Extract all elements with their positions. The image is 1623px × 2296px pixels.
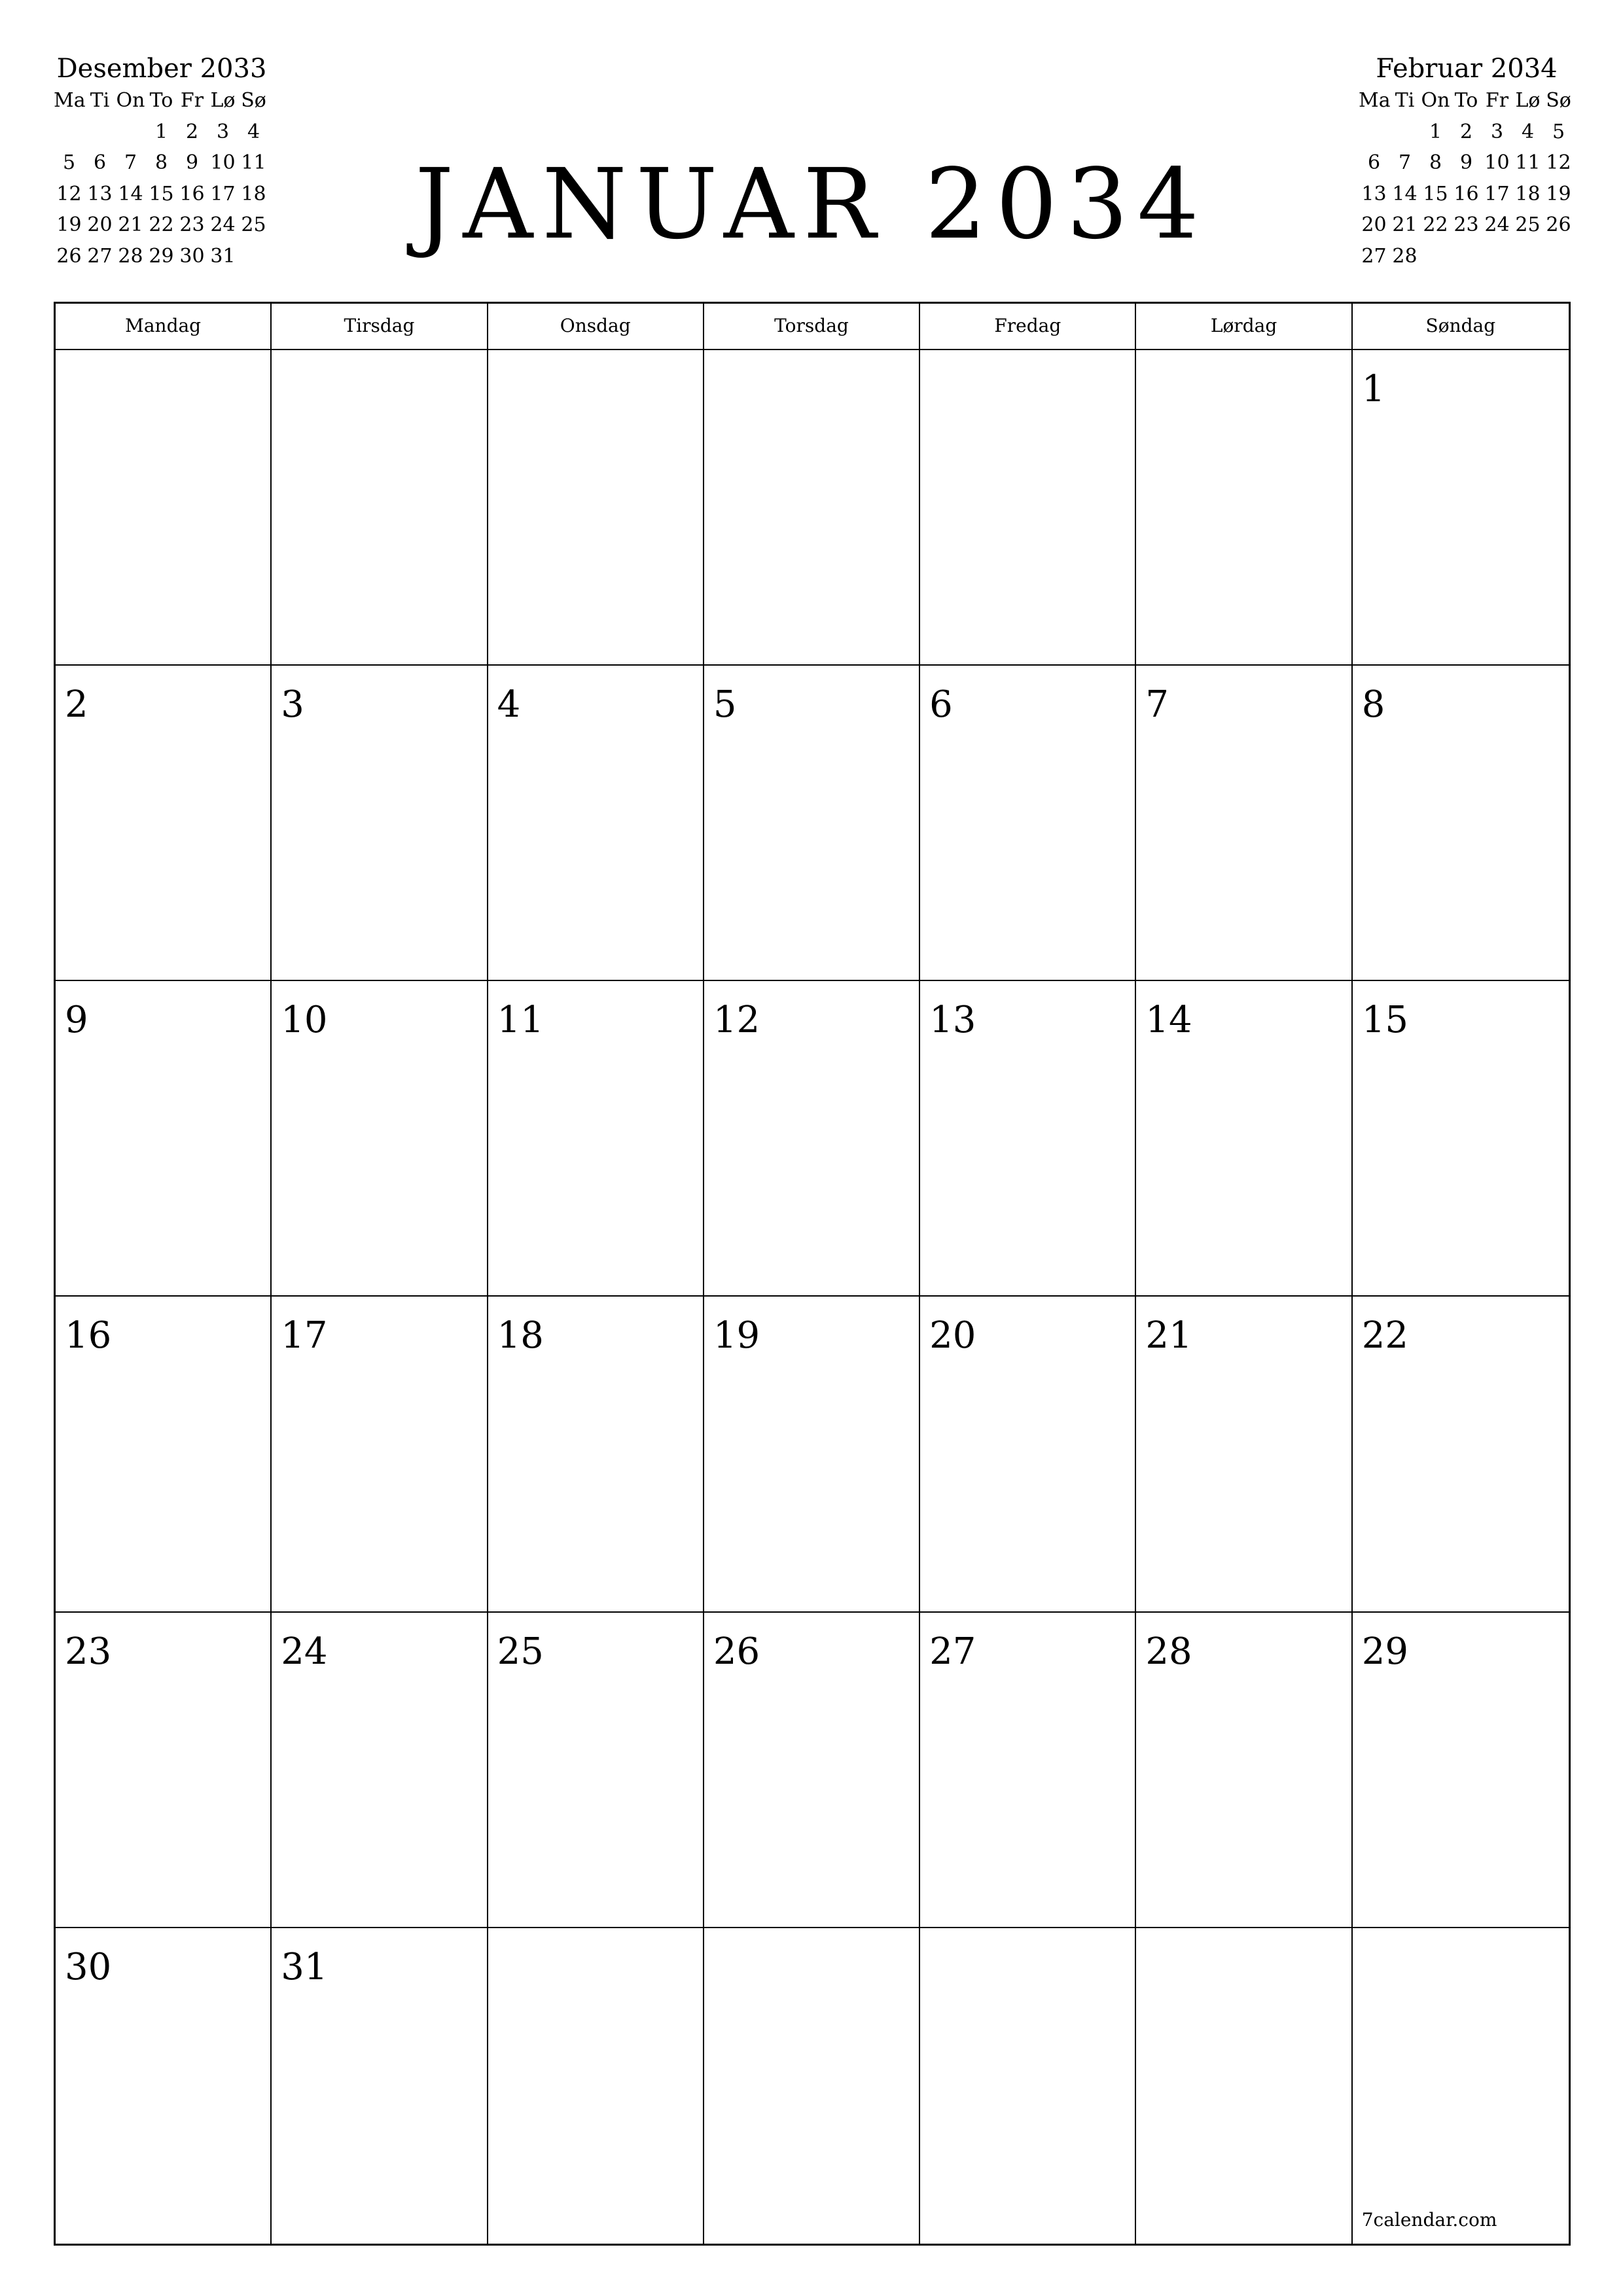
mini-day-number: 21 (118, 213, 143, 236)
mini-calendar-title: Februar 2034 (1376, 54, 1558, 84)
mini-day-number: 8 (1429, 151, 1442, 174)
mini-day-number: 28 (1392, 244, 1418, 268)
mini-day-number: 14 (1392, 182, 1418, 206)
day-number: 7 (1145, 683, 1169, 726)
day-number: 16 (65, 1314, 112, 1357)
mini-day-number: 17 (1484, 182, 1510, 206)
mini-day-number: 5 (1552, 120, 1565, 143)
mini-day-number: 6 (1367, 151, 1381, 174)
day-number: 25 (497, 1630, 544, 1673)
weekday-header: Onsdag (488, 304, 704, 349)
mini-day-number: 11 (241, 151, 266, 174)
mini-day-number (1389, 117, 1420, 148)
mini-day-number: 28 (118, 244, 143, 268)
day-cell (704, 1613, 920, 1928)
mini-day-number: 25 (1515, 213, 1541, 236)
day-number: 4 (497, 683, 521, 726)
day-cell (272, 981, 488, 1297)
day-cell (488, 350, 704, 666)
day-cell (920, 981, 1136, 1297)
day-number: 8 (1361, 683, 1385, 726)
mini-day-number (1420, 241, 1451, 272)
day-cell (1136, 1613, 1352, 1928)
mini-day-number: 5 (62, 151, 76, 174)
mini-day-number: 26 (1546, 213, 1571, 236)
day-cell (488, 1613, 704, 1928)
day-number: 27 (929, 1630, 976, 1673)
weekday-header: Tirsdag (272, 304, 488, 349)
mini-day-number: 4 (1521, 120, 1535, 143)
mini-calendar-next-month (1359, 52, 1575, 272)
day-cell (1136, 1928, 1352, 2244)
mini-day-header: Fr (1485, 89, 1509, 112)
weekday-header: Torsdag (704, 304, 920, 349)
mini-day-number: 27 (1361, 244, 1387, 268)
weekday-header-row (56, 304, 1569, 350)
mini-day-header: On (116, 89, 145, 112)
day-cell (488, 1928, 704, 2244)
mini-day-number (54, 117, 84, 148)
day-cell (1353, 981, 1569, 1297)
day-number: 17 (281, 1314, 328, 1357)
mini-day-number: 15 (149, 182, 174, 206)
day-number: 6 (929, 683, 953, 726)
mini-day-number: 9 (1459, 151, 1473, 174)
day-number: 28 (1145, 1630, 1192, 1673)
weekday-header: Lørdag (1136, 304, 1352, 349)
day-cell (1136, 1297, 1352, 1612)
day-cell (56, 1613, 272, 1928)
mini-day-number: 7 (1398, 151, 1412, 174)
day-number: 10 (281, 999, 328, 1042)
weekday-header: Fredag (920, 304, 1136, 349)
mini-day-number: 21 (1392, 213, 1418, 236)
day-cell (272, 1928, 488, 2244)
mini-day-number: 1 (1429, 120, 1442, 143)
mini-day-number (84, 117, 115, 148)
day-number: 31 (281, 1945, 328, 1988)
day-cell (920, 666, 1136, 981)
mini-day-number (1359, 117, 1389, 148)
mini-day-number: 19 (1546, 182, 1571, 206)
mini-day-number: 12 (1546, 151, 1571, 174)
day-cell (56, 666, 272, 981)
day-cell (56, 1297, 272, 1612)
day-cell (920, 350, 1136, 666)
day-cell (488, 1297, 704, 1612)
mini-day-header: Ti (90, 89, 110, 112)
day-number: 15 (1361, 999, 1408, 1042)
day-cell (56, 981, 272, 1297)
mini-day-number: 29 (149, 244, 174, 268)
mini-day-number: 31 (210, 244, 236, 268)
day-cell (1353, 350, 1569, 666)
mini-day-number: 4 (247, 120, 260, 143)
day-number: 23 (65, 1630, 112, 1673)
day-cell (1136, 350, 1352, 666)
day-cell (1353, 666, 1569, 981)
mini-day-number: 26 (56, 244, 82, 268)
mini-day-number: 20 (87, 213, 113, 236)
mini-day-number: 18 (1515, 182, 1541, 206)
mini-day-number: 9 (185, 151, 199, 174)
mini-day-header: Lø (1515, 89, 1541, 112)
day-number: 1 (1361, 368, 1385, 410)
day-cell (704, 350, 920, 666)
mini-day-number: 2 (1459, 120, 1473, 143)
weekday-header: Mandag (56, 304, 272, 349)
mini-day-header: Ma (1359, 89, 1391, 112)
day-cells (56, 350, 1569, 2244)
day-cell (920, 1297, 1136, 1612)
mini-day-number: 14 (118, 182, 143, 206)
mini-day-number: 10 (210, 151, 236, 174)
mini-calendar-grid (1359, 85, 1575, 272)
mini-day-number: 13 (87, 182, 113, 206)
day-number: 26 (713, 1630, 760, 1673)
day-number: 9 (65, 999, 88, 1042)
mini-day-header: On (1421, 89, 1450, 112)
page-title: JANUAR 2034 (415, 148, 1208, 260)
mini-day-number: 17 (210, 182, 236, 206)
mini-day-number: 15 (1423, 182, 1448, 206)
mini-day-number (1451, 241, 1482, 272)
mini-day-number: 12 (56, 182, 82, 206)
mini-day-number: 18 (241, 182, 266, 206)
mini-day-header: Sø (241, 89, 266, 112)
day-cell (56, 350, 272, 666)
day-cell (704, 981, 920, 1297)
mini-day-number: 11 (1515, 151, 1541, 174)
day-cell (1353, 1928, 1569, 2244)
day-number: 11 (497, 999, 544, 1042)
day-cell (488, 666, 704, 981)
mini-day-number: 22 (149, 213, 174, 236)
mini-day-number: 10 (1484, 151, 1510, 174)
month-grid (54, 302, 1571, 2246)
day-number: 12 (713, 999, 760, 1042)
weekday-header: Søndag (1425, 315, 1496, 336)
mini-day-number: 13 (1361, 182, 1387, 206)
day-cell (272, 350, 488, 666)
mini-day-header: To (1454, 89, 1478, 112)
mini-day-number: 19 (56, 213, 82, 236)
day-number: 29 (1361, 1630, 1408, 1673)
mini-day-header: Lø (210, 89, 236, 112)
day-cell (920, 1928, 1136, 2244)
day-number: 3 (281, 683, 304, 726)
mini-day-header: Ti (1395, 89, 1415, 112)
day-number: 30 (65, 1945, 112, 1988)
mini-day-number: 24 (210, 213, 236, 236)
day-cell (1353, 1297, 1569, 1612)
mini-day-number (1482, 241, 1512, 272)
mini-day-header: Ma (54, 89, 86, 112)
mini-day-number: 3 (216, 120, 230, 143)
day-cell (704, 1297, 920, 1612)
day-cell (704, 1928, 920, 2244)
mini-day-header: Sø (1546, 89, 1571, 112)
day-cell (1136, 981, 1352, 1297)
day-number: 2 (65, 683, 88, 726)
day-cell (488, 981, 704, 1297)
mini-day-number: 30 (179, 244, 205, 268)
mini-day-number: 25 (241, 213, 266, 236)
mini-calendar-title: Desember 2033 (56, 54, 267, 84)
day-cell (920, 1613, 1136, 1928)
mini-day-number: 8 (154, 151, 168, 174)
day-number: 20 (929, 1314, 976, 1357)
mini-day-number: 27 (87, 244, 113, 268)
mini-day-number (115, 117, 146, 148)
mini-day-number: 20 (1361, 213, 1387, 236)
mini-day-number: 1 (154, 120, 168, 143)
day-cell (272, 1613, 488, 1928)
day-number: 22 (1361, 1314, 1408, 1357)
mini-day-number: 6 (93, 151, 107, 174)
mini-day-header: To (149, 89, 173, 112)
day-number: 19 (713, 1314, 760, 1357)
day-cell (56, 1928, 272, 2244)
mini-day-number: 16 (179, 182, 205, 206)
mini-day-number: 7 (124, 151, 137, 174)
day-cell (1353, 1613, 1569, 1928)
day-cell (1136, 666, 1352, 981)
mini-day-header: Fr (180, 89, 204, 112)
day-number: 13 (929, 999, 976, 1042)
mini-day-number: 24 (1484, 213, 1510, 236)
footer-credit: 7calendar.com (1361, 2208, 1497, 2231)
mini-day-number (1543, 241, 1574, 272)
day-cell (272, 666, 488, 981)
day-number: 24 (281, 1630, 328, 1673)
mini-day-number (1512, 241, 1543, 272)
mini-day-number: 3 (1490, 120, 1504, 143)
mini-day-number: 23 (1454, 213, 1479, 236)
mini-day-number: 22 (1423, 213, 1448, 236)
day-number: 21 (1145, 1314, 1192, 1357)
mini-day-number: 16 (1454, 182, 1479, 206)
mini-day-number: 23 (179, 213, 205, 236)
day-number: 5 (713, 683, 737, 726)
day-cell (704, 666, 920, 981)
day-number: 18 (497, 1314, 544, 1357)
day-cell (272, 1297, 488, 1612)
mini-day-number: 2 (185, 120, 199, 143)
day-number: 14 (1145, 999, 1192, 1042)
